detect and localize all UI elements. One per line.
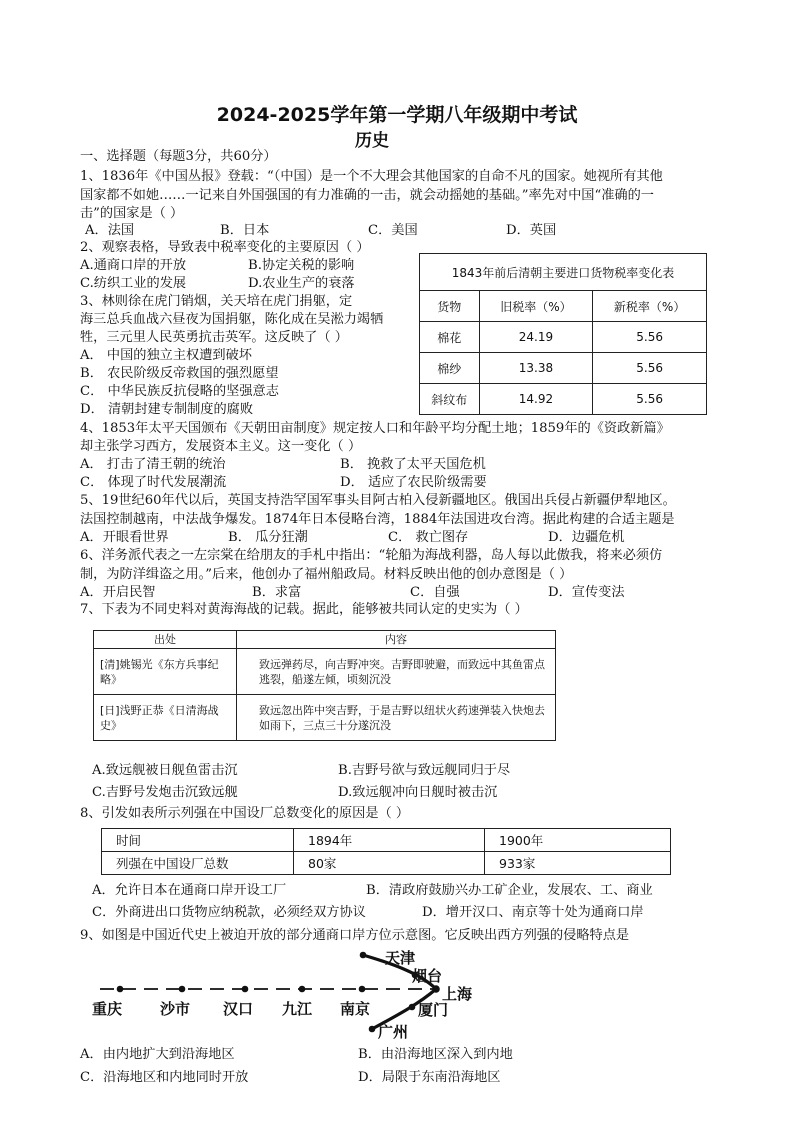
q9-stem: 9、如图是中国近代史上被迫开放的部分通商口岸方位示意图。它反映出西方列强的侵略特点是 bbox=[80, 928, 630, 943]
q1-line2: 国家都不如她……一记来自外国强国的有力准确的一击，就会动摇她的基础。”率先对中国“准确的一 bbox=[80, 188, 654, 203]
q3-option-c[interactable]: C． 中华民族反抗侵略的坚强意志 bbox=[80, 384, 279, 399]
q1-option-c[interactable]: C．美国 bbox=[368, 223, 418, 238]
q1-line3: 击”的国家是（ ） bbox=[80, 206, 184, 221]
q2-stem: 2、观察表格，导致表中税率变化的主要原因（ ） bbox=[80, 240, 370, 255]
q6-line2: 制，为防洋缉盗之用。”后来，他创办了福州船政局。材料反映出他的创办意图是（ ） bbox=[80, 567, 573, 582]
battle-source-cell: [日]浅野正恭《日清海战史》 bbox=[94, 695, 237, 741]
q9-option-c[interactable]: C．沿海地区和内地同时开放 bbox=[80, 1070, 249, 1085]
battle-table bbox=[93, 630, 556, 741]
q2-option-a[interactable]: A.通商口岸的开放 bbox=[80, 258, 187, 273]
city-dot bbox=[242, 986, 249, 993]
battle-source-cell: [清]姚锡光《东方兵事纪略》 bbox=[94, 649, 237, 695]
q7-option-b[interactable]: B.吉野号欲与致远舰同归于尽 bbox=[338, 763, 511, 778]
city-label-shanghai: 上海 bbox=[442, 985, 473, 1003]
factory-cell: 1894年 bbox=[294, 829, 485, 852]
section-heading: 一、选择题（每题3分，共60分） bbox=[80, 149, 277, 164]
q6-option-c[interactable]: C．自强 bbox=[410, 585, 460, 600]
q8-option-a[interactable]: A．允许日本在通商口岸开设工厂 bbox=[92, 883, 287, 898]
tariff-cell: 棉纱 bbox=[420, 353, 480, 384]
tariff-cell: 13.38 bbox=[479, 353, 593, 384]
q8-option-c[interactable]: C．外商进出口货物应纳税款，必须经双方协议 bbox=[92, 905, 366, 920]
q2-option-d[interactable]: D.农业生产的衰落 bbox=[248, 276, 355, 291]
subject-title: 历史 bbox=[355, 131, 389, 151]
q9-option-d[interactable]: D．局限于东南沿海地区 bbox=[358, 1070, 501, 1085]
q4-line1: 4、1853年太平天国颁布《天朝田亩制度》规定按人口和年龄平均分配土地；1859年的《资政新篇》 bbox=[80, 421, 670, 436]
q5-option-d[interactable]: D．边疆危机 bbox=[548, 530, 625, 545]
q7-option-d[interactable]: D.致远舰冲向日舰时被击沉 bbox=[338, 785, 498, 800]
factory-cell: 1900年 bbox=[485, 829, 671, 852]
city-label-nanjing: 南京 bbox=[340, 1000, 371, 1018]
factory-cell: 80家 bbox=[294, 852, 485, 875]
city-label-tianjin: 天津 bbox=[385, 949, 416, 967]
city-label-yantai: 烟台 bbox=[412, 967, 443, 985]
tariff-cell: 5.56 bbox=[593, 353, 707, 384]
q1-option-a[interactable]: A．法国 bbox=[85, 223, 135, 238]
tariff-cell: 5.56 bbox=[593, 384, 707, 415]
q4-option-b[interactable]: B． 挽救了太平天国危机 bbox=[340, 457, 486, 472]
q3-line1: 3、林则徐在虎门销烟，关天培在虎门捐躯，定 bbox=[80, 294, 353, 309]
q8-option-b[interactable]: B．清政府鼓励兴办工矿企业，发展农、工、商业 bbox=[366, 883, 653, 898]
tariff-cell: 24.19 bbox=[479, 322, 593, 353]
q6-line1: 6、洋务派代表之一左宗棠在给朋友的手札中指出：“轮船为海战利器，岛人每以此傲我，将来必须仿 bbox=[80, 548, 663, 563]
factory-cell: 时间 bbox=[102, 829, 294, 852]
q3-option-d[interactable]: D． 清朝封建专制制度的腐败 bbox=[80, 402, 254, 417]
q7-option-a[interactable]: A.致远舰被日舰鱼雷击沉 bbox=[92, 763, 238, 778]
city-dot bbox=[369, 1026, 376, 1033]
city-dot bbox=[359, 986, 366, 993]
q3-option-a[interactable]: A． 中国的独立主权遭到破坏 bbox=[80, 348, 252, 363]
q6-option-b[interactable]: B．求富 bbox=[252, 585, 302, 600]
q5-option-b[interactable]: B． 瓜分狂潮 bbox=[228, 530, 308, 545]
battle-content-cell: 致远弹药尽，向吉野冲突。吉野即驶避，而致远中其鱼雷点逃裂，船遂左倾，顷刻沉没 bbox=[237, 649, 556, 695]
q7-option-c[interactable]: C.吉野号发炮击沉致远舰 bbox=[92, 785, 238, 800]
q8-stem: 8、引发如表所示列强在中国设厂总数变化的原因是（ ） bbox=[80, 806, 410, 821]
q6-option-a[interactable]: A．开启民智 bbox=[80, 585, 156, 600]
q9-option-a[interactable]: A．由内地扩大到沿海地区 bbox=[80, 1047, 235, 1062]
q9-option-b[interactable]: B．由沿海地区深入到内地 bbox=[358, 1047, 513, 1062]
q4-option-a[interactable]: A． 打击了清王朝的统治 bbox=[80, 457, 226, 472]
q8-option-d[interactable]: D．增开汉口、南京等十处为通商口岸 bbox=[422, 905, 644, 920]
q5-option-a[interactable]: A．开眼看世界 bbox=[80, 530, 169, 545]
city-label-jiujiang: 九江 bbox=[282, 1000, 313, 1018]
tariff-cell: 14.92 bbox=[479, 384, 593, 415]
city-dot bbox=[117, 986, 124, 993]
q5-line2: 法国控制越南，中法战争爆发。1874年日本侵略台湾，1884年法国进攻台湾。据此构建的合适主题是 bbox=[80, 512, 675, 527]
q3-line3: 牲，三元里人民英勇抗击英军。这反映了（ ） bbox=[80, 330, 348, 345]
q2-option-c[interactable]: C.纺织工业的发展 bbox=[80, 276, 187, 291]
city-dot bbox=[409, 1004, 416, 1011]
q4-option-d[interactable]: D． 适应了农民阶级需要 bbox=[340, 475, 487, 490]
tariff-header-old: 旧税率（%） bbox=[479, 291, 593, 322]
q7-stem: 7、下表为不同史料对黄海海战的记载。据此，能够被共同认定的史实为（ ） bbox=[80, 602, 528, 617]
city-label-guangzhou: 广州 bbox=[378, 1023, 409, 1040]
q5-line1: 5、19世纪60年代以后，英国支持浩罕国军事头目阿古柏入侵新疆地区。俄国出兵侵占新疆伊犁地区。 bbox=[80, 493, 676, 508]
tariff-table-caption: 1843年前后清朝主要进口货物税率变化表 bbox=[420, 254, 707, 291]
tariff-header-new: 新税率（%） bbox=[593, 291, 707, 322]
city-dot bbox=[360, 952, 367, 959]
tariff-cell: 5.56 bbox=[593, 322, 707, 353]
q4-option-c[interactable]: C． 体现了时代发展潮流 bbox=[80, 475, 227, 490]
city-dot bbox=[432, 985, 440, 993]
tariff-header-goods: 货物 bbox=[420, 291, 480, 322]
tariff-cell: 棉花 bbox=[420, 322, 480, 353]
exam-title: 2024-2025学年第一学期八年级期中考试 bbox=[216, 104, 578, 126]
city-label-chongqing: 重庆 bbox=[92, 1000, 123, 1018]
factory-table bbox=[101, 828, 671, 875]
q6-option-d[interactable]: D．宣传变法 bbox=[548, 585, 625, 600]
q4-line2: 却主张学习西方，发展资本主义。这一变化（ ） bbox=[80, 439, 362, 454]
city-label-xiamen: 厦门 bbox=[418, 1001, 449, 1019]
q1-option-b[interactable]: B．日本 bbox=[220, 223, 270, 238]
city-dot bbox=[299, 986, 306, 993]
ports-map bbox=[80, 945, 520, 1040]
factory-cell: 933家 bbox=[485, 852, 671, 875]
q3-option-b[interactable]: B． 农民阶级反帝救国的强烈愿望 bbox=[80, 366, 279, 381]
q2-option-b[interactable]: B.协定关税的影响 bbox=[248, 258, 355, 273]
q1-line1: 1、1836年《中国丛报》登载：“（中国）是一个不大理会其他国家的自命不凡的国家。她视所有其他 bbox=[80, 169, 663, 184]
city-label-shashi: 沙市 bbox=[160, 1000, 191, 1018]
factory-cell: 列强在中国设厂总数 bbox=[102, 852, 294, 875]
city-dot bbox=[179, 986, 186, 993]
tariff-table bbox=[419, 253, 707, 415]
battle-header-source: 出处 bbox=[94, 631, 237, 649]
battle-header-content: 内容 bbox=[237, 631, 556, 649]
q1-option-d[interactable]: D．英国 bbox=[506, 223, 557, 238]
q3-line2: 海三总兵血战六昼夜为国捐躯，陈化成在吴淞力竭牺 bbox=[80, 312, 384, 327]
q5-option-c[interactable]: C． 救亡图存 bbox=[388, 530, 469, 545]
tariff-cell: 斜纹布 bbox=[420, 384, 480, 415]
battle-content-cell: 致远忽出阵中突吉野，于是吉野以纽状火药速弹装入快炮去如雨下，三点三十分遂沉没 bbox=[237, 695, 556, 741]
city-label-hankou: 汉口 bbox=[223, 1000, 254, 1018]
